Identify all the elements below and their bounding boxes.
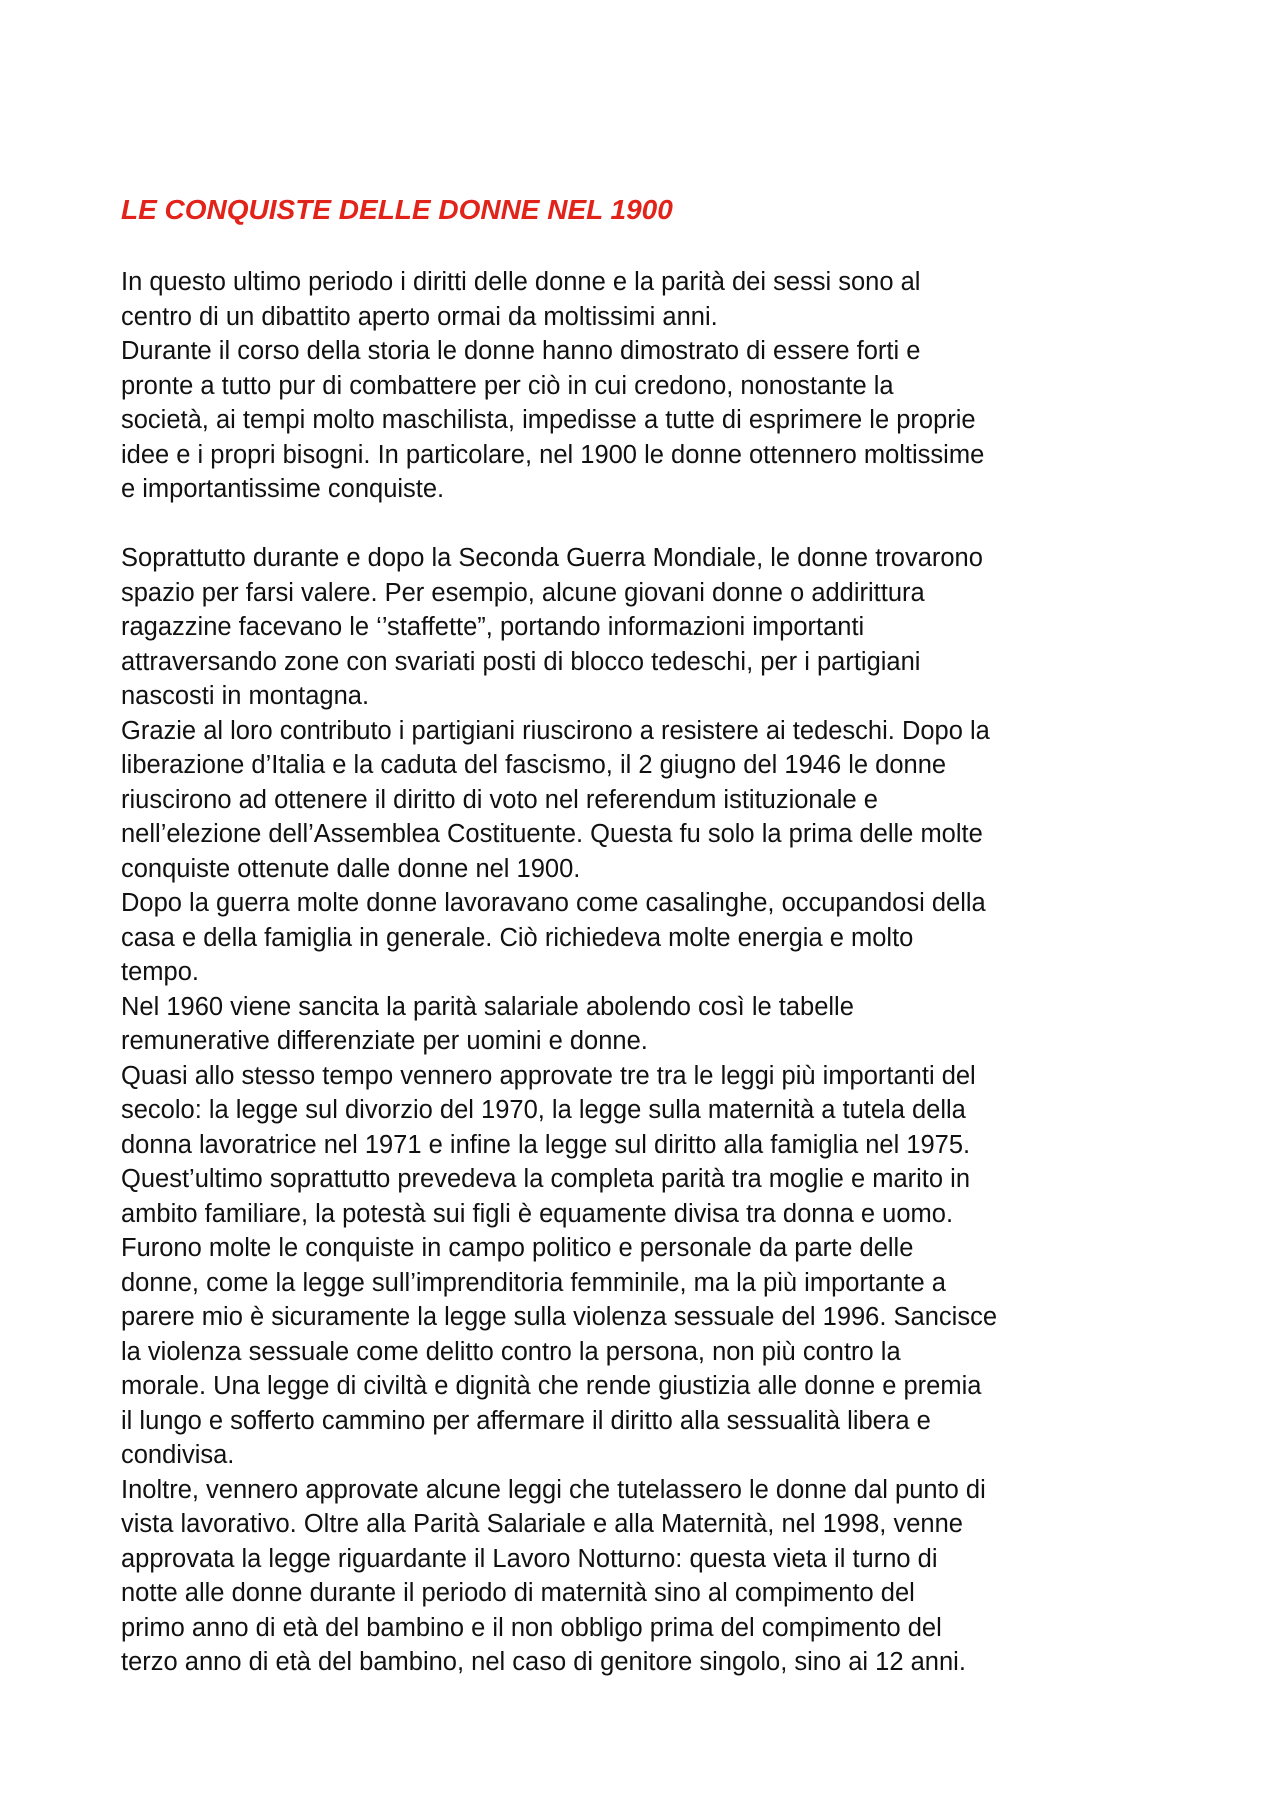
paragraph-gap bbox=[121, 507, 1181, 542]
text-line: Soprattutto durante e dopo la Seconda Guerra Mondiale, le donne trovarono bbox=[121, 544, 983, 572]
text-line: Furono molte le conquiste in campo politico e personale da parte delle bbox=[121, 1234, 914, 1262]
text-line: nell’elezione dell’Assemblea Costituente. Questa fu solo la prima delle molte bbox=[121, 820, 983, 848]
text-line: liberazione d’Italia e la caduta del fascismo, il 2 giugno del 1946 le donne bbox=[121, 751, 947, 779]
document-title: LE CONQUISTE DELLE DONNE NEL 1900 bbox=[121, 194, 673, 225]
text-line: condivisa. bbox=[121, 1441, 235, 1469]
text-line: morale. Una legge di civiltà e dignità che rende giustizia alle donne e premia bbox=[121, 1372, 982, 1400]
text-line: parere mio è sicuramente la legge sulla violenza sessuale del 1996. Sancisce bbox=[121, 1303, 998, 1331]
text-line: primo anno di età del bambino e il non obbligo prima del compimento del bbox=[121, 1613, 942, 1642]
text-line: attraversando zone con svariati posti di blocco tedeschi, per i partigiani bbox=[121, 647, 921, 676]
text-line: notte alle donne durante il periodo di maternità sino al compimento del bbox=[121, 1579, 915, 1607]
text-line: riuscirono ad ottenere il diritto di voto nel referendum istituzionale e bbox=[121, 785, 878, 814]
text-line: terzo anno di età del bambino, nel caso di genitore singolo, sino ai 12 anni. bbox=[121, 1648, 966, 1676]
text-line: pronte a tutto pur di combattere per ciò in cui credono, nonostante la bbox=[121, 371, 894, 400]
text-line: donna lavoratrice nel 1971 e infine la legge sul diritto alla famiglia nel 1975. bbox=[121, 1130, 971, 1159]
text-line: tempo. bbox=[121, 958, 199, 986]
text-line: conquiste ottenute dalle donne nel 1900. bbox=[121, 854, 581, 883]
text-line: ragazzine facevano le ‘’staffette”, portando informazioni importanti bbox=[121, 613, 865, 641]
text-line: la violenza sessuale come delitto contro la persona, non più contro la bbox=[121, 1337, 901, 1366]
text-line: donne, come la legge sull’imprenditoria femminile, ma la più importante a bbox=[121, 1268, 946, 1297]
text-line: nascosti in montagna. bbox=[121, 682, 370, 710]
text-line: ambito familiare, la potestà sui figli è equamente divisa tra donna e uomo. bbox=[121, 1199, 954, 1228]
text-line: Nel 1960 viene sancita la parità salariale abolendo così le tabelle bbox=[121, 992, 854, 1021]
text-line: Grazie al loro contributo i partigiani riuscirono a resistere ai tedeschi. Dopo la bbox=[121, 716, 990, 745]
text-line: Durante il corso della storia le donne hanno dimostrato di essere forti e bbox=[121, 337, 921, 365]
text-line: approvata la legge riguardante il Lavoro Notturno: questa vieta il turno di bbox=[121, 1544, 938, 1573]
text-line: vista lavorativo. Oltre alla Parità Salariale e alla Maternità, nel 1998, venne bbox=[121, 1510, 963, 1538]
text-line: e importantissime conquiste. bbox=[121, 475, 445, 503]
text-line: secolo: la legge sul divorzio del 1970, la legge sulla maternità a tutela della bbox=[121, 1096, 966, 1124]
text-line: idee e i propri bisogni. In particolare, nel 1900 le donne ottennero moltissime bbox=[121, 440, 985, 469]
text-line: Inoltre, vennero approvate alcune leggi che tutelassero le donne dal punto di bbox=[121, 1475, 986, 1504]
text-line: società, ai tempi molto maschilista, impedisse a tutte di esprimere le proprie bbox=[121, 406, 976, 434]
text-line: Quest’ultimo soprattutto prevedeva la completa parità tra moglie e marito in bbox=[121, 1165, 970, 1193]
text-line: Dopo la guerra molte donne lavoravano come casalinghe, occupandosi della bbox=[121, 889, 986, 917]
text-line: remunerative differenziate per uomini e donne. bbox=[121, 1027, 648, 1055]
text-line: spazio per farsi valere. Per esempio, alcune giovani donne o addirittura bbox=[121, 578, 925, 607]
text-line: centro di un dibattito aperto ormai da moltissimi anni. bbox=[121, 302, 718, 331]
document-body bbox=[121, 265, 1181, 1680]
text-line: Quasi allo stesso tempo vennero approvate tre tra le leggi più importanti del bbox=[121, 1061, 976, 1090]
text-line: casa e della famiglia in generale. Ciò richiedeva molte energia e molto bbox=[121, 923, 914, 952]
text-line: il lungo e sofferto cammino per affermare il diritto alla sessualità libera e bbox=[121, 1406, 931, 1435]
text-line: In questo ultimo periodo i diritti delle donne e la parità dei sessi sono al bbox=[121, 268, 921, 296]
